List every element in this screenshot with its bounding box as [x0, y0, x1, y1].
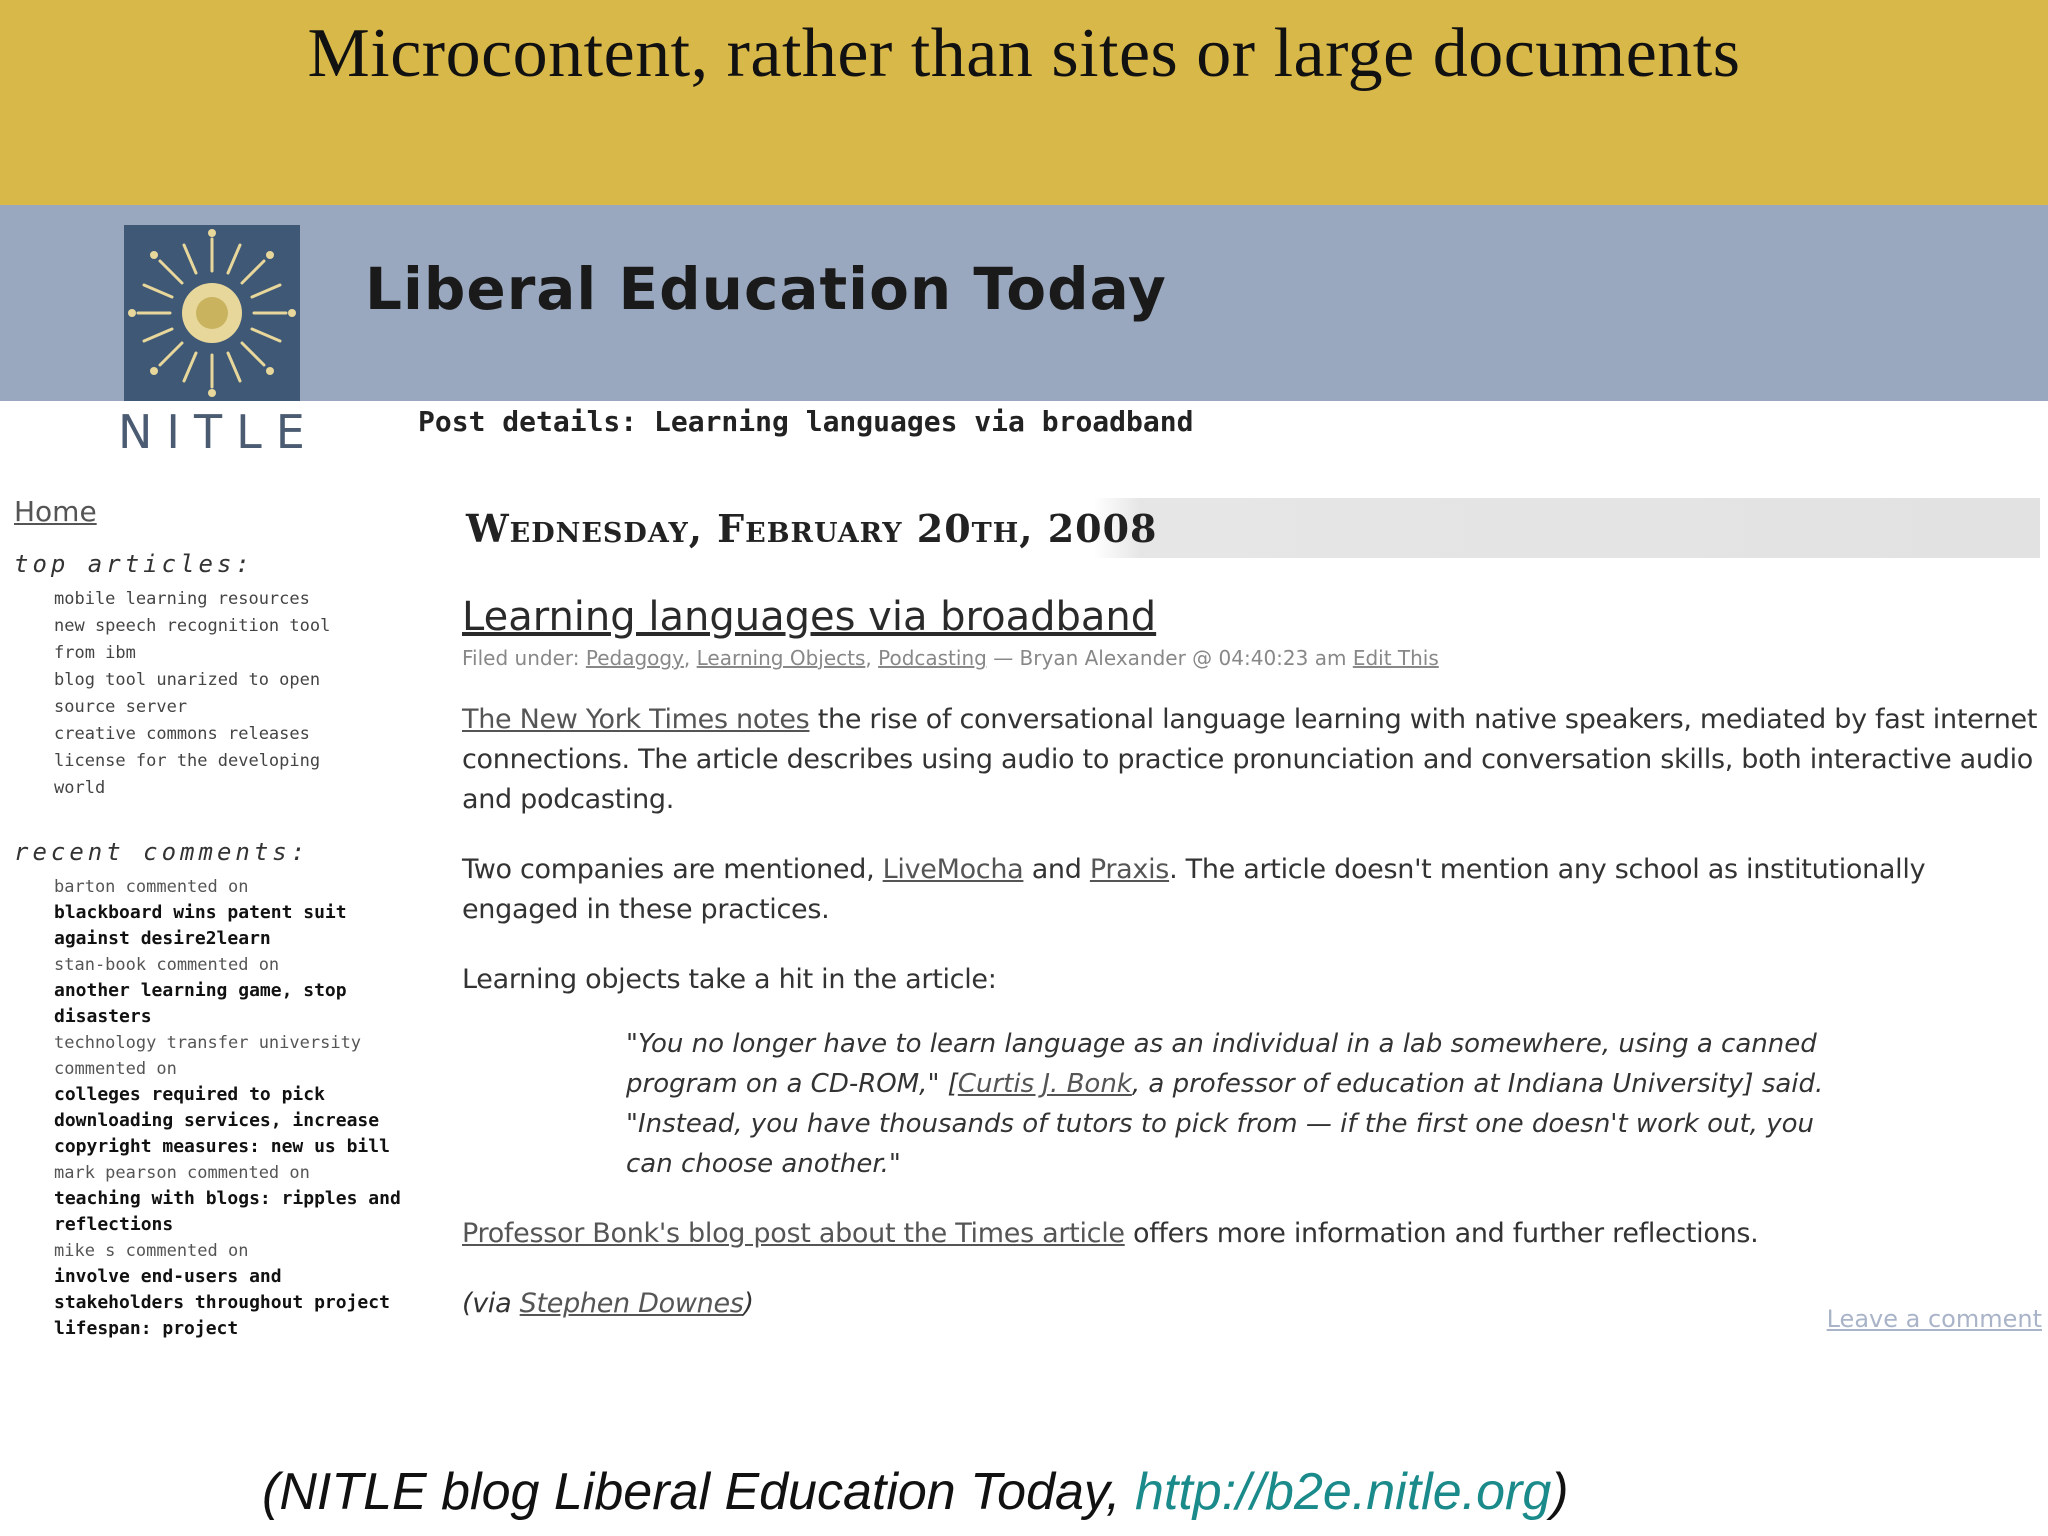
site-title[interactable]: Liberal Education Today	[365, 255, 1167, 323]
recent-comments-heading: recent comments:	[14, 838, 310, 866]
comment-author: stan-book commented on	[54, 955, 280, 975]
meta-filed-label: Filed under:	[462, 646, 580, 670]
post-paragraph	[462, 850, 2040, 930]
via-text: (via	[462, 1288, 520, 1319]
meta-author: — Bryan Alexander @ 04:40:23 am	[993, 646, 1347, 670]
list-item[interactable]: new speech recognition tool	[54, 616, 331, 636]
comment-item	[54, 1030, 404, 1160]
comment-item	[54, 1160, 404, 1238]
via-text: )	[743, 1288, 754, 1319]
comment-author: barton commented on	[54, 877, 249, 897]
category-link[interactable]: Learning Objects	[696, 646, 866, 670]
quote-text: "You no longer have to learn language as an individual in a lab somewhere, using a canned program on a CD-ROM," [	[626, 1029, 1817, 1099]
comment-author: mark pearson commented on	[54, 1163, 310, 1183]
comment-post-link[interactable]: another learning game, stop disasters	[54, 980, 347, 1027]
post-meta: Filed under: Pedagogy, Learning Objects, Podcasting — Bryan Alexander @ 04:40:23 am Edit This	[462, 646, 1439, 670]
paragraph-text: Two companies are mentioned,	[462, 854, 883, 885]
list-item[interactable]: world	[54, 778, 106, 798]
list-item[interactable]: mobile learning resources	[54, 589, 310, 609]
nyt-link[interactable]: The New York Times notes	[462, 704, 810, 735]
comment-post-link[interactable]: blackboard wins patent suit against desire2learn	[54, 902, 347, 949]
nitle-logo-icon[interactable]	[124, 225, 300, 401]
slide-title: Microcontent, rather than sites or large documents	[307, 15, 1741, 92]
caption-url[interactable]: http://b2e.nitle.org	[1134, 1463, 1552, 1521]
list-item[interactable]: license for the developing	[54, 751, 321, 771]
paragraph-text: offers more information and further reflections.	[1124, 1218, 1759, 1249]
post-date: Wednesday, February 20th, 2008	[466, 506, 1158, 551]
slide-caption	[262, 1462, 1569, 1522]
list-item[interactable]: blog tool unarized to open	[54, 670, 321, 690]
post-details-heading: Post details: Learning languages via broadband	[418, 405, 1194, 438]
blockquote	[626, 1024, 1860, 1184]
post-paragraph	[462, 1214, 2040, 1254]
post-paragraph	[462, 700, 2040, 820]
site-header	[0, 205, 2048, 401]
blog-screenshot	[0, 205, 2048, 1465]
caption-text: (NITLE blog Liberal Education Today,	[262, 1463, 1135, 1521]
list-item[interactable]: creative commons releases	[54, 724, 310, 744]
top-articles-list	[54, 586, 404, 802]
category-link[interactable]: Podcasting	[878, 646, 987, 670]
via-line	[462, 1284, 2040, 1324]
top-articles-heading: top articles:	[14, 550, 254, 578]
slide-title-bar	[0, 0, 2048, 205]
comment-author: mike s commented on	[54, 1241, 249, 1261]
comment-post-link[interactable]: teaching with blogs: ripples and reflections	[54, 1188, 401, 1235]
comment-author: technology transfer university commented on	[54, 1033, 362, 1079]
category-link[interactable]: Pedagogy	[585, 646, 684, 670]
paragraph-text: the rise of conversational language learning with native speakers, mediated by fast internet connections. The article describes using audio to practice pronunciation and conversation skills, both interactive audio and podcasting.	[462, 704, 2038, 815]
home-link[interactable]: Home	[14, 495, 97, 528]
post-paragraph: Learning objects take a hit in the article:	[462, 964, 997, 995]
date-bar	[462, 498, 2040, 558]
quote-text: , a professor of education at Indiana University] said. "Instead, you have thousands of tutors to pick from — if the first one doesn't work out, you can choose another."	[626, 1069, 1824, 1179]
comment-item	[54, 1238, 404, 1342]
livemocha-link[interactable]: LiveMocha	[882, 854, 1024, 885]
praxis-link[interactable]: Praxis	[1089, 854, 1170, 885]
bonk-blog-link[interactable]: Professor Bonk's blog post about the Times article	[462, 1218, 1125, 1249]
caption-text: )	[1551, 1463, 1569, 1521]
downes-link[interactable]: Stephen Downes	[519, 1288, 744, 1319]
comment-post-link[interactable]: colleges required to pick downloading services, increase copyright measures: new us bill	[54, 1084, 390, 1157]
post-title-link[interactable]: Learning languages via broadband	[462, 594, 1157, 640]
comment-post-link[interactable]: involve end-users and stakeholders throughout project lifespan: project	[54, 1266, 390, 1339]
edit-link[interactable]: Edit This	[1352, 646, 1439, 670]
paragraph-text: . The article doesn't mention any school as institutionally engaged in these practices.	[462, 854, 1926, 925]
comment-item	[54, 874, 404, 952]
bonk-link[interactable]: Curtis J. Bonk	[957, 1069, 1132, 1099]
leave-comment-link[interactable]: Leave a comment	[1826, 1305, 2042, 1333]
paragraph-text: and	[1023, 854, 1090, 885]
comment-item	[54, 952, 404, 1030]
sidebar	[14, 495, 404, 1342]
logo-text: NITLE	[118, 405, 319, 459]
list-item[interactable]: source server	[54, 697, 188, 717]
list-item[interactable]: from ibm	[54, 643, 136, 663]
post-content	[462, 498, 2040, 1324]
